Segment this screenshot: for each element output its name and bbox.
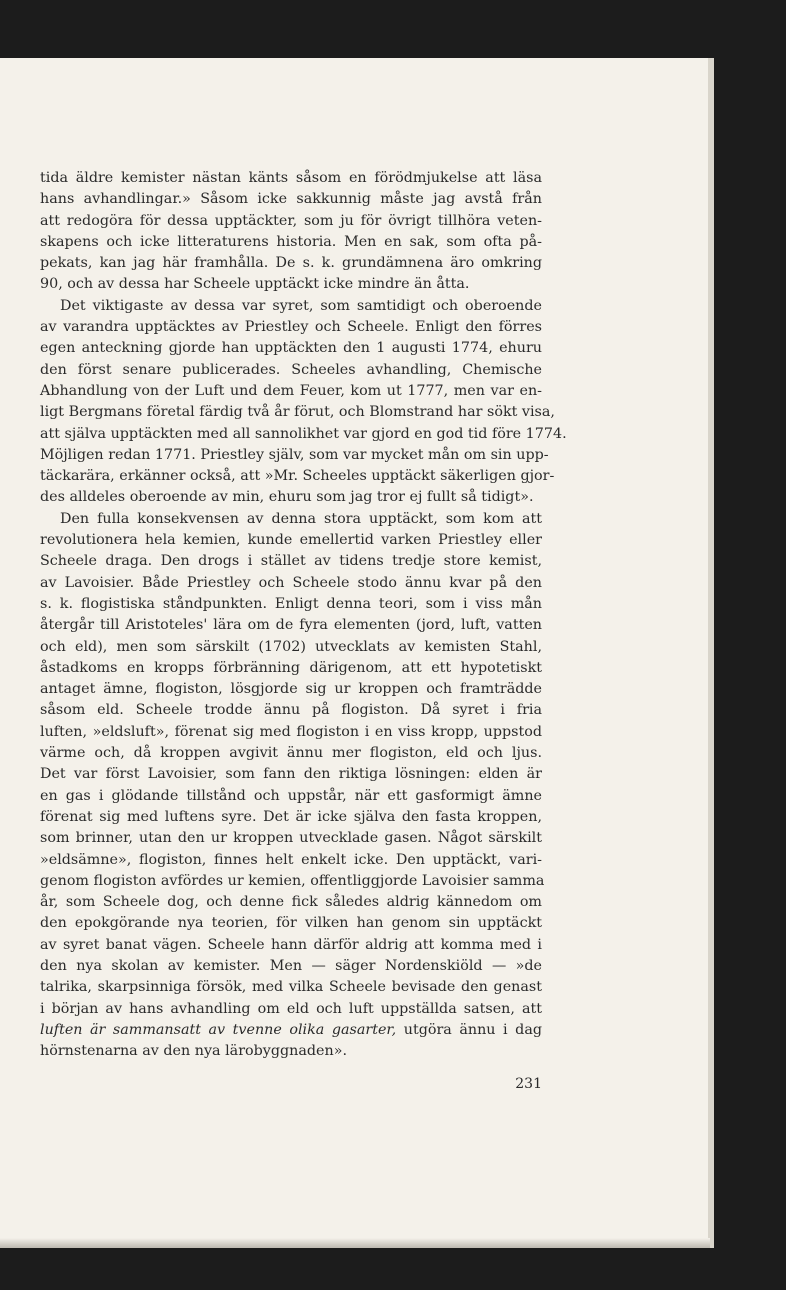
text-line-37: av syret banat vägen. Scheele hann därför aldrig att komma med i bbox=[40, 936, 542, 953]
page-bottom-edge bbox=[0, 1238, 710, 1248]
text-line-28: värme och, då kroppen avgivit ännu mer flogiston, eld och ljus. bbox=[40, 745, 542, 762]
page-number: 231 bbox=[515, 1076, 542, 1092]
text-line-19: Scheele draga. Den drogs i stället av tidens tredje store kemist, bbox=[40, 553, 542, 570]
text-line-12: ligt Bergmans företal färdig två år förut, och Blomstrand har sökt visa, bbox=[40, 404, 555, 421]
italic-phrase: luften är sammansatt av tvenne olika gasarter, bbox=[40, 1021, 397, 1038]
text-line-7: Det viktigaste av dessa var syret, som samtidigt och oberoende bbox=[60, 297, 542, 314]
text-line-21: s. k. flogistiska ståndpunkten. Enligt denna teori, som i viss mån bbox=[40, 595, 542, 612]
text-line-41 bbox=[40, 1020, 542, 1041]
text-line-2: hans avhandlingar.» Såsom icke sakkunnig måste jag avstå från bbox=[40, 191, 542, 208]
text-line-20: av Lavoisier. Både Priestley och Scheele stodo ännu kvar på den bbox=[40, 574, 542, 591]
text-line-36: den epokgörande nya teorien, för vilken han genom sin upptäckt bbox=[40, 915, 542, 932]
text-line-11: Abhandlung von der Luft und dem Feuer, kom ut 1777, men var en- bbox=[40, 382, 542, 399]
text-line-15: täckarära, erkänner också, att »Mr. Scheeles upptäckt säkerligen gjor- bbox=[40, 468, 555, 485]
text-line-1: tida äldre kemister nästan känts såsom en förödmjukelse att läsa bbox=[40, 170, 542, 186]
text-line-33: »eldsämne», flogiston, finnes helt enkelt icke. Den upptäckt, vari- bbox=[40, 851, 542, 868]
body-text bbox=[40, 168, 567, 1062]
text-line-34: genom flogiston avfördes ur kemien, offentliggjorde Lavoisier samma bbox=[40, 872, 545, 889]
text-line-40: i början av hans avhandling om eld och luft uppställda satsen, att bbox=[40, 1000, 542, 1017]
text-line-42: hörnstenarna av den nya lärobyggnaden». bbox=[40, 1043, 348, 1060]
text-line-5: pekats, kan jag här framhålla. De s. k. grundämnena äro omkring bbox=[40, 255, 542, 272]
text-line-14: Möjligen redan 1771. Priestley själv, som var mycket mån om sin upp- bbox=[40, 446, 549, 463]
text-line-25: antaget ämne, flogiston, lösgjorde sig ur kroppen och framträdde bbox=[40, 681, 542, 698]
text-line-10: den först senare publicerades. Scheeles avhandling, Chemische bbox=[40, 361, 542, 378]
text-line-30: en gas i glödande tillstånd och uppstår, när ett gasformigt ämne bbox=[40, 787, 542, 804]
text-line-23: och eld), men som särskilt (1702) utvecklats av kemisten Stahl, bbox=[40, 638, 542, 655]
text-line-16: des alldeles oberoende av min, ehuru som jag tror ej fullt så tidigt». bbox=[40, 489, 534, 506]
text-line-29: Det var först Lavoisier, som fann den riktiga lösningen: elden är bbox=[40, 766, 542, 783]
text-line-13: att själva upptäckten med all sannolikhet var gjord en god tid före 1774. bbox=[40, 425, 567, 442]
text-line-32: som brinner, utan den ur kroppen utvecklade gasen. Något särskilt bbox=[40, 830, 542, 847]
text-line-6: 90, och av dessa har Scheele upptäckt icke mindre än åtta. bbox=[40, 276, 470, 293]
text-line-17: Den fulla konsekvensen av denna stora upptäckt, som kom att bbox=[60, 510, 542, 527]
text-line-38: den nya skolan av kemister. Men — säger Nordenskiöld — »de bbox=[40, 957, 542, 974]
text-line-8: av varandra upptäcktes av Priestley och Scheele. Enligt den förres bbox=[40, 319, 542, 336]
text-line-3: att redogöra för dessa upptäckter, som ju för övrigt tillhöra veten- bbox=[40, 212, 542, 229]
text-line-4: skapens och icke litteraturens historia. Men en sak, som ofta på- bbox=[40, 233, 542, 250]
text-line-39: talrika, skarpsinniga försök, med vilka Scheele bevisade den genast bbox=[40, 979, 542, 996]
text-line-26: såsom eld. Scheele trodde ännu på flogiston. Då syret i fria bbox=[40, 702, 542, 719]
text-line-18: revolutionera hela kemien, kunde emellertid varken Priestley eller bbox=[40, 532, 542, 549]
text-line-35: år, som Scheele dog, och denne fick således aldrig kännedom om bbox=[40, 894, 542, 911]
text-line-9: egen anteckning gjorde han upptäckten den 1 augusti 1774, ehuru bbox=[40, 340, 542, 357]
text-line-31: förenat sig med luftens syre. Det är icke själva den fasta kroppen, bbox=[40, 808, 542, 825]
text-line-24: åstadkoms en kropps förbränning därigenom, att ett hypotetiskt bbox=[40, 659, 542, 676]
text-line-27: luften, »eldsluft», förenat sig med flogiston i en viss kropp, uppstod bbox=[40, 723, 542, 740]
text-line-41-rest: utgöra ännu i dag bbox=[396, 1021, 542, 1038]
text-line-22: återgår till Aristoteles' lära om de fyra elementen (jord, luft, vatten bbox=[40, 617, 542, 634]
page-edge bbox=[708, 58, 714, 1248]
